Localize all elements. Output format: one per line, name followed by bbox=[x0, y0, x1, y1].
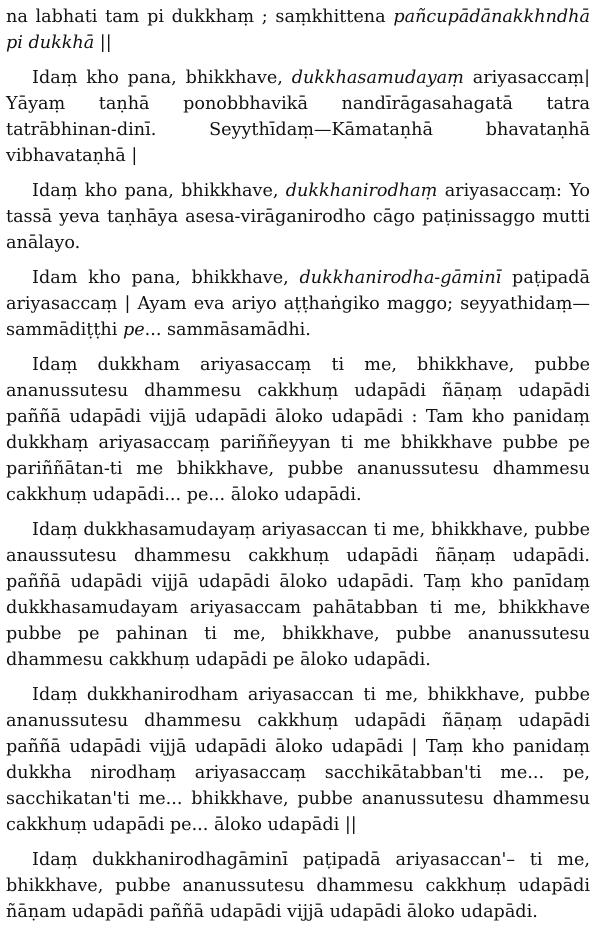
paragraph-6 bbox=[6, 517, 590, 673]
italic-term: dukkhanirodha-gāminī bbox=[299, 268, 502, 288]
text-segment: Idaṃ dukkham ariyasaccaṃ ti me, bhikkhave, pubbe ananussutesu dhammesu cakkhuṃ udapādi ñāṇaṃ udapādi paññā udapādi vijjā udapādi āloko udapādi : Tam kho panidaṃ dukkhaṃ ariyasaccaṃ pariññeyyan ti me bhikkhave pubbe pe pariññātan-ti me bhikkhave, pubbe ananussutesu dhammesu cakkhuṃ udapādi... pe... āloko udapādi. bbox=[6, 355, 590, 505]
paragraph-2 bbox=[6, 65, 590, 169]
paragraph-4 bbox=[6, 265, 590, 343]
text-segment: Idaṃ kho pana, bhikkhave, bbox=[32, 68, 292, 88]
paragraph-1 bbox=[6, 4, 590, 56]
italic-term: dukkhanirodhaṃ bbox=[285, 181, 438, 201]
text-segment: Idaṃ dukkhanirodham ariyasaccan ti me, bhikkhave, pubbe ananussutesu dhammesu cakkhuṃ udapādi ñāṇaṃ udapādi paññā udapādi vijjā udapādi āloko udapādi | Taṃ kho panidaṃ dukkha nirodhaṃ ariyasaccaṃ sacchikātabban'ti me... pe, sacchikatan'ti me... bhikkhave, pubbe ananussutesu dhammesu cakkhuṃ udapādi pe... āloko udapādi || bbox=[6, 685, 590, 835]
text-segment: na labhati tam pi dukkhaṃ ; saṃkhittena bbox=[6, 7, 394, 27]
text-segment: Idaṃ dukkhasamudayaṃ ariyasaccan ti me, bhikkhave, pubbe anaussutesu dhammesu cakkhuṃ udapādi ñāṇaṃ udapādi. paññā udapādi vijjā udapādi āloko udapādi. Taṃ kho panīdaṃ dukkhasamudayam ariyasaccam pahātabban ti me, bhikkhave pubbe pe pahinan ti me, bhikkhave, pubbe ananussutesu dhammesu cakkhuṃ udapādi pe āloko udapādi. bbox=[6, 520, 590, 670]
italic-term: pe bbox=[122, 320, 145, 340]
paragraph-8 bbox=[6, 847, 590, 925]
text-segment: ... sammāsamādhi. bbox=[144, 320, 311, 340]
text-segment: Idaṃ dukkhanirodhagāminī paṭipadā ariyasaccan'– ti me, bhikkhave, pubbe ananussutesu dhammesu cakkhuṃ udapādi ñāṇam udapādi paññā udapādi vijjā udapādi āloko udapādi. bbox=[6, 850, 590, 922]
italic-term: dukkhasamudayaṃ bbox=[291, 68, 464, 88]
text-segment: ariyasaccaṃ: Yo tassā yeva taṇhāya asesa-virāganirodho cāgo paṭinissaggo mutti anālayo. bbox=[6, 181, 590, 253]
text-segment: Idam kho pana, bhikkhave, bbox=[32, 268, 300, 288]
paragraph-5 bbox=[6, 352, 590, 508]
italic-term: pañcupādānakkhndhā pi dukkhā bbox=[6, 7, 590, 53]
paragraph-7 bbox=[6, 682, 590, 838]
paragraph-3 bbox=[6, 178, 590, 256]
text-segment: || bbox=[94, 33, 112, 53]
text-segment: paṭipadā ariyasaccaṃ | Ayam eva ariyo aṭṭhaṅgiko maggo; seyyathidaṃ—sammādiṭṭhi bbox=[6, 268, 591, 340]
text-segment: Idaṃ kho pana, bhikkhave, bbox=[32, 181, 286, 201]
text-segment: ariyasaccaṃ| Yāyaṃ taṇhā ponobbhavikā nandīrāgasahagatā tatra tatrābhinan-dinī. Seyythīdaṃ—Kāmataṇhā bhavataṇhā vibhavataṇhā | bbox=[6, 68, 590, 166]
